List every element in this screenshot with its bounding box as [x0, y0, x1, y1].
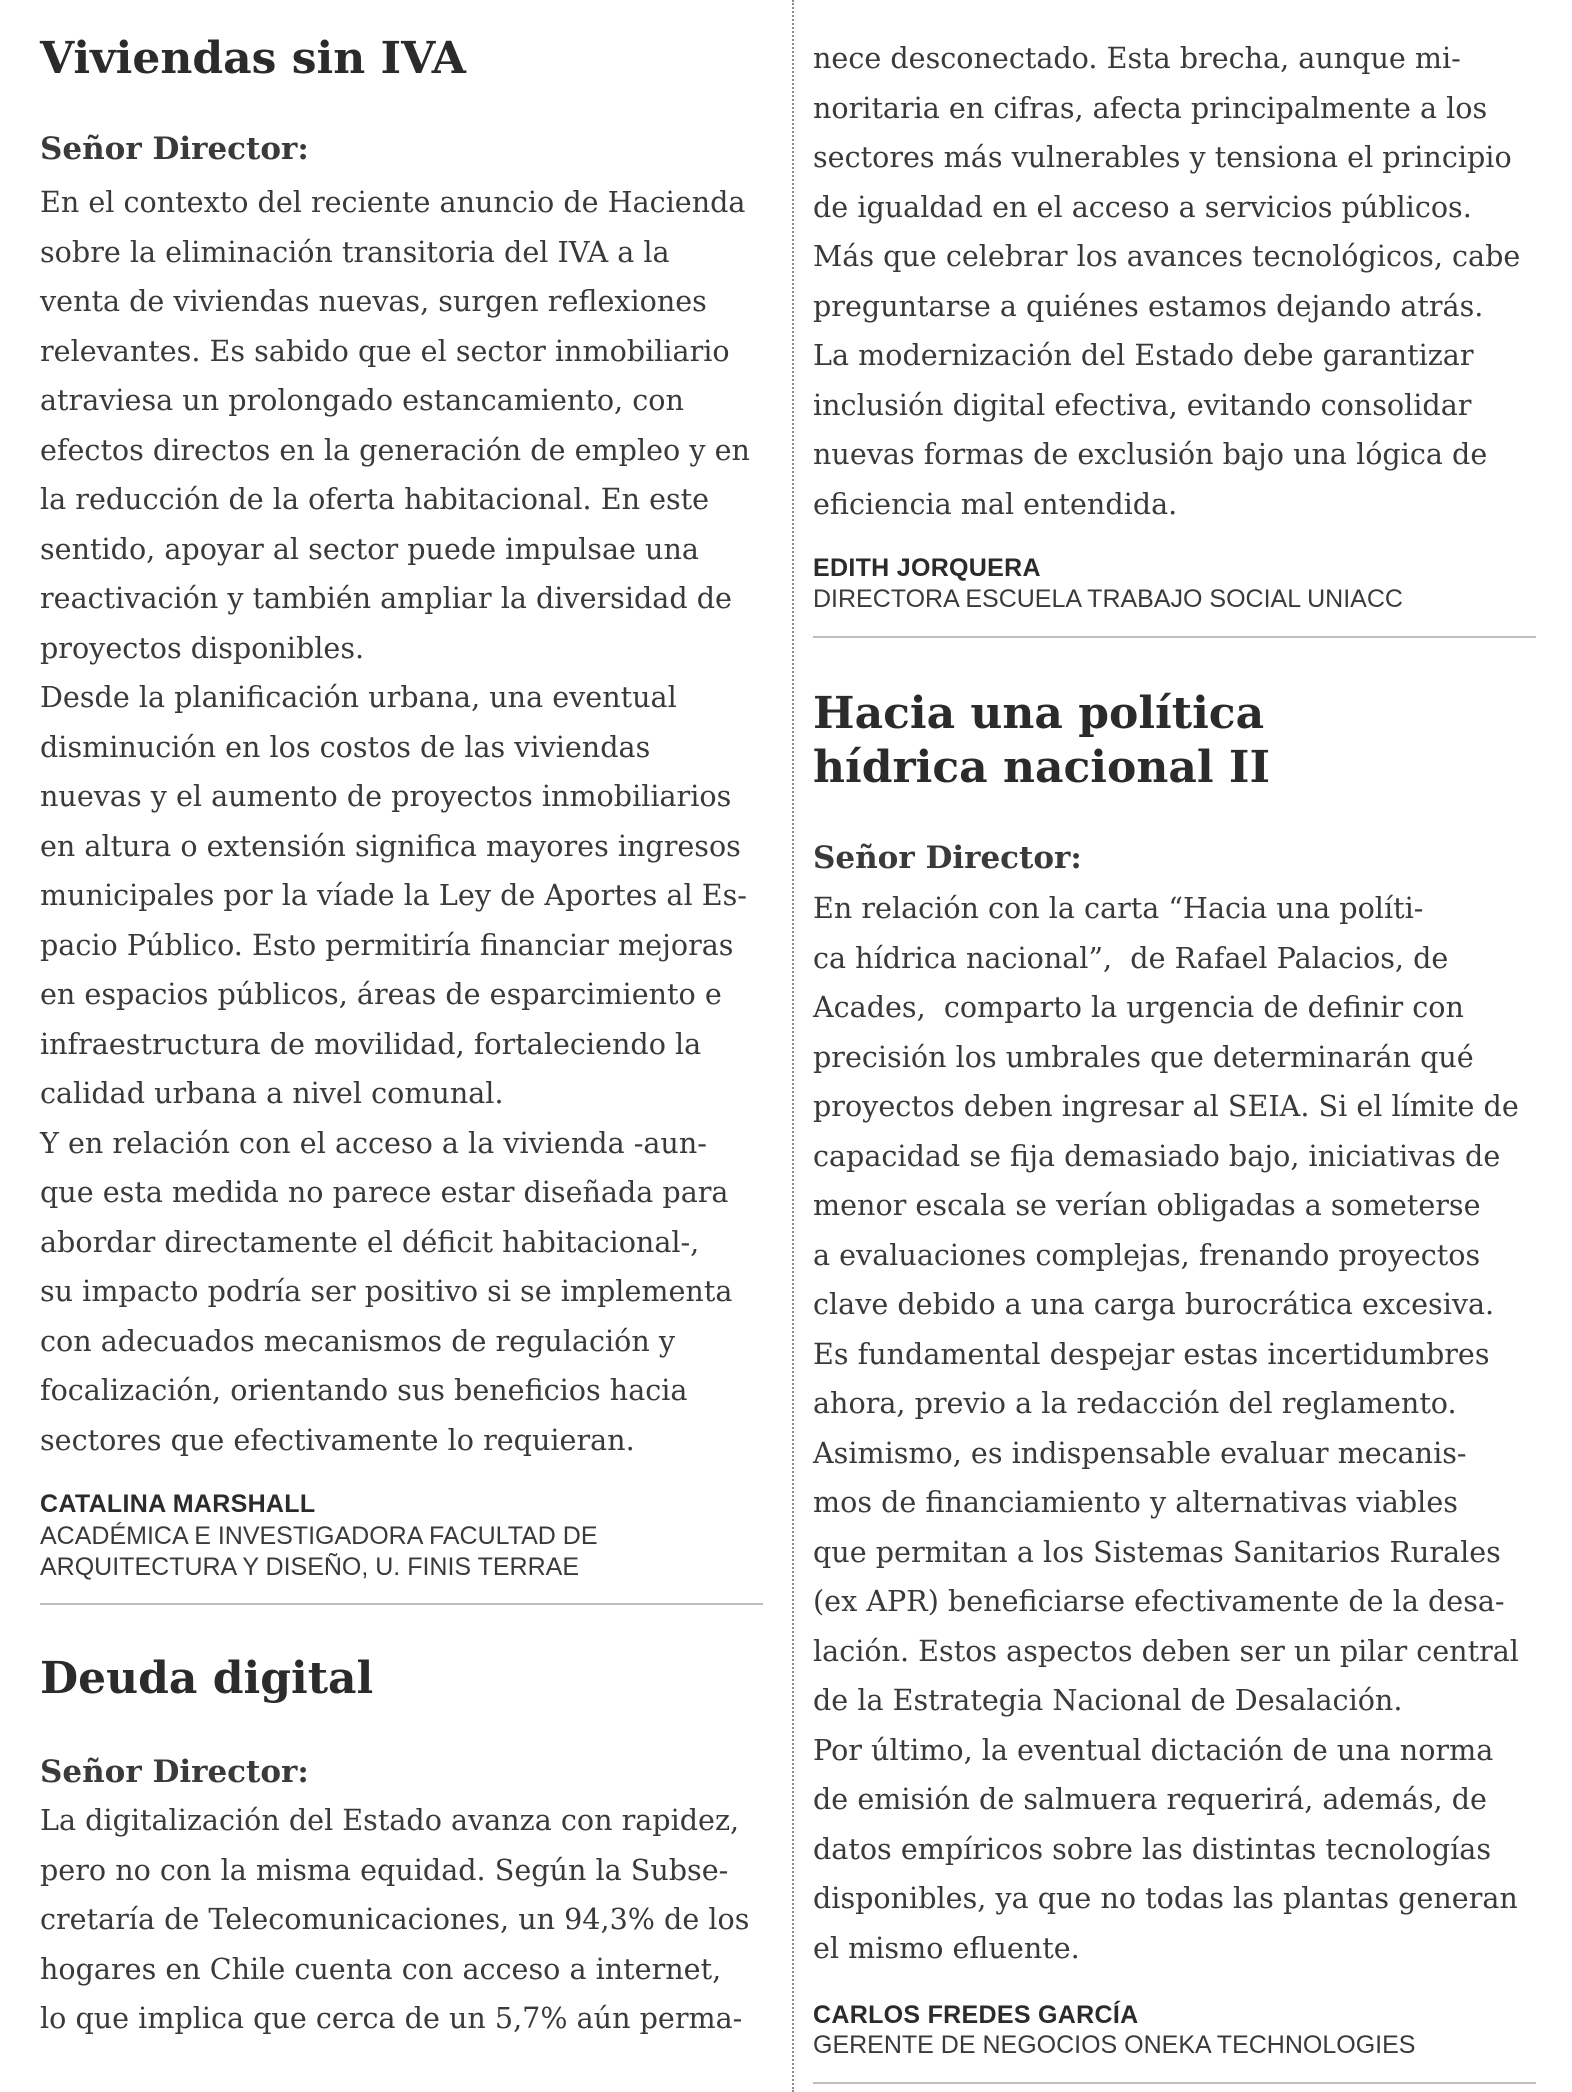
letter-3-salutation: Señor Director: — [813, 840, 1082, 876]
letter-3-body: En relación con la carta “Hacia una políti- ca hídrica nacional”, de Rafael Palacios, de Acades, comparto la urgencia de definir con precisión los umbrales que determinarán qué proyectos deben ingresar al SEIA. Si el límite de capacidad se fija demasiado bajo, iniciativas de menor escala se verían obligadas a someterse a evaluaciones complejas, frenando proyectos clave debido a una carga burocrática excesiva. Es fundamental despejar estas incertidumbres ahora, previo a la redacción del reglamento. Asimismo, es indispensable evaluar mecanis- mos de financiamiento y alternativas viables que permitan a los Sistemas Sanitarios Rurales (ex APR) beneficiarse efectivamente de la desa- lación. Estos aspectos deben ser un pilar central de la Estrategia Nacional de Desalación. Por último, la eventual dictación de una norma de emisión de salmuera requerirá, además, de datos empíricos sobre las distintas tecnologías disponibles, ya que no todas las plantas generan el mismo efluente. — [813, 891, 1519, 1965]
letter-1-body: En el contexto del reciente anuncio de Hacienda sobre la eliminación transitoria del IVA a la venta de viviendas nuevas, surgen reflexiones relevantes. Es sabido que el sector inmobiliario atraviesa un prolongado estancamiento, con efectos directos en la generación de empleo y en la reducción de la oferta habitacional. En este sentido, apoyar al sector puede impulsae una reactivación y también ampliar la diversidad de proyectos disponibles. Desde la planificación urbana, una eventual disminución en los costos de las viviendas nuevas y el aumento de proyectos inmobiliarios en altura o extensión significa mayores ingresos municipales por la víade la Ley de Aportes al Es- pacio Público. Esto permitiría financiar mejoras en espacios públicos, áreas de esparcimiento e infraestructura de movilidad, fortaleciendo la calidad urbana a nivel comunal. Y en relación con el acceso a la vivienda -aun- que esta medida no parece estar diseñada para abordar directamente el déficit habitacional-, su impacto podría ser positivo si se implementa con adecuados mecanismos de regulación y focalización, orientando sus beneficios hacia sectores que efectivamente lo requieran. — [40, 185, 750, 1457]
letter-3-title: Hacia una política hídrica nacional II — [813, 688, 1271, 793]
letter-1-title: Viviendas sin IVA — [40, 33, 466, 84]
letter-2-separator — [813, 636, 1536, 638]
letter-2-author: EDITH JORQUERA — [813, 554, 1041, 582]
right-column — [813, 0, 1538, 2092]
letter-2-role: DIRECTORA ESCUELA TRABAJO SOCIAL UNIACC — [813, 585, 1403, 613]
letter-1-salutation: Señor Director: — [40, 131, 309, 167]
letter-3-separator — [813, 2082, 1536, 2084]
letter-2-title: Deuda digital — [40, 1653, 374, 1704]
letter-2-body-part1: La digitalización del Estado avanza con rapidez, pero no con la misma equidad. Según la Subse- cretaría de Telecomunicaciones, un 94,3% de los hogares en Chile cuenta con acceso a internet, lo que implica que cerca de un 5,7% aún perma- — [40, 1803, 750, 2035]
letter-3-author: CARLOS FREDES GARCÍA — [813, 2001, 1139, 2029]
letter-2-body-part2: nece desconectado. Esta brecha, aunque mi- noritaria en cifras, afecta principalmente a los sectores más vulnerables y tensiona el principio de igualdad en el acceso a servicios públicos. Más que celebrar los avances tecnológicos, cabe preguntarse a quiénes estamos dejando atrás. La modernización del Estado debe garantizar inclusión digital efectiva, evitando consolidar nuevas formas de exclusión bajo una lógica de eficiencia mal entendida. — [813, 41, 1521, 521]
column-divider — [792, 0, 794, 2092]
letter-2-salutation: Señor Director: — [40, 1754, 309, 1790]
letter-3-role: GERENTE DE NEGOCIOS ONEKA TECHNOLOGIES — [813, 2031, 1416, 2059]
letter-1-separator — [40, 1603, 763, 1605]
left-column — [40, 0, 765, 2092]
letter-1-author: CATALINA MARSHALL — [40, 1490, 316, 1518]
letter-1-role: ACADÉMICA E INVESTIGADORA FACULTAD DE ARQUITECTURA Y DISEÑO, U. FINIS TERRAE — [40, 1522, 598, 1581]
